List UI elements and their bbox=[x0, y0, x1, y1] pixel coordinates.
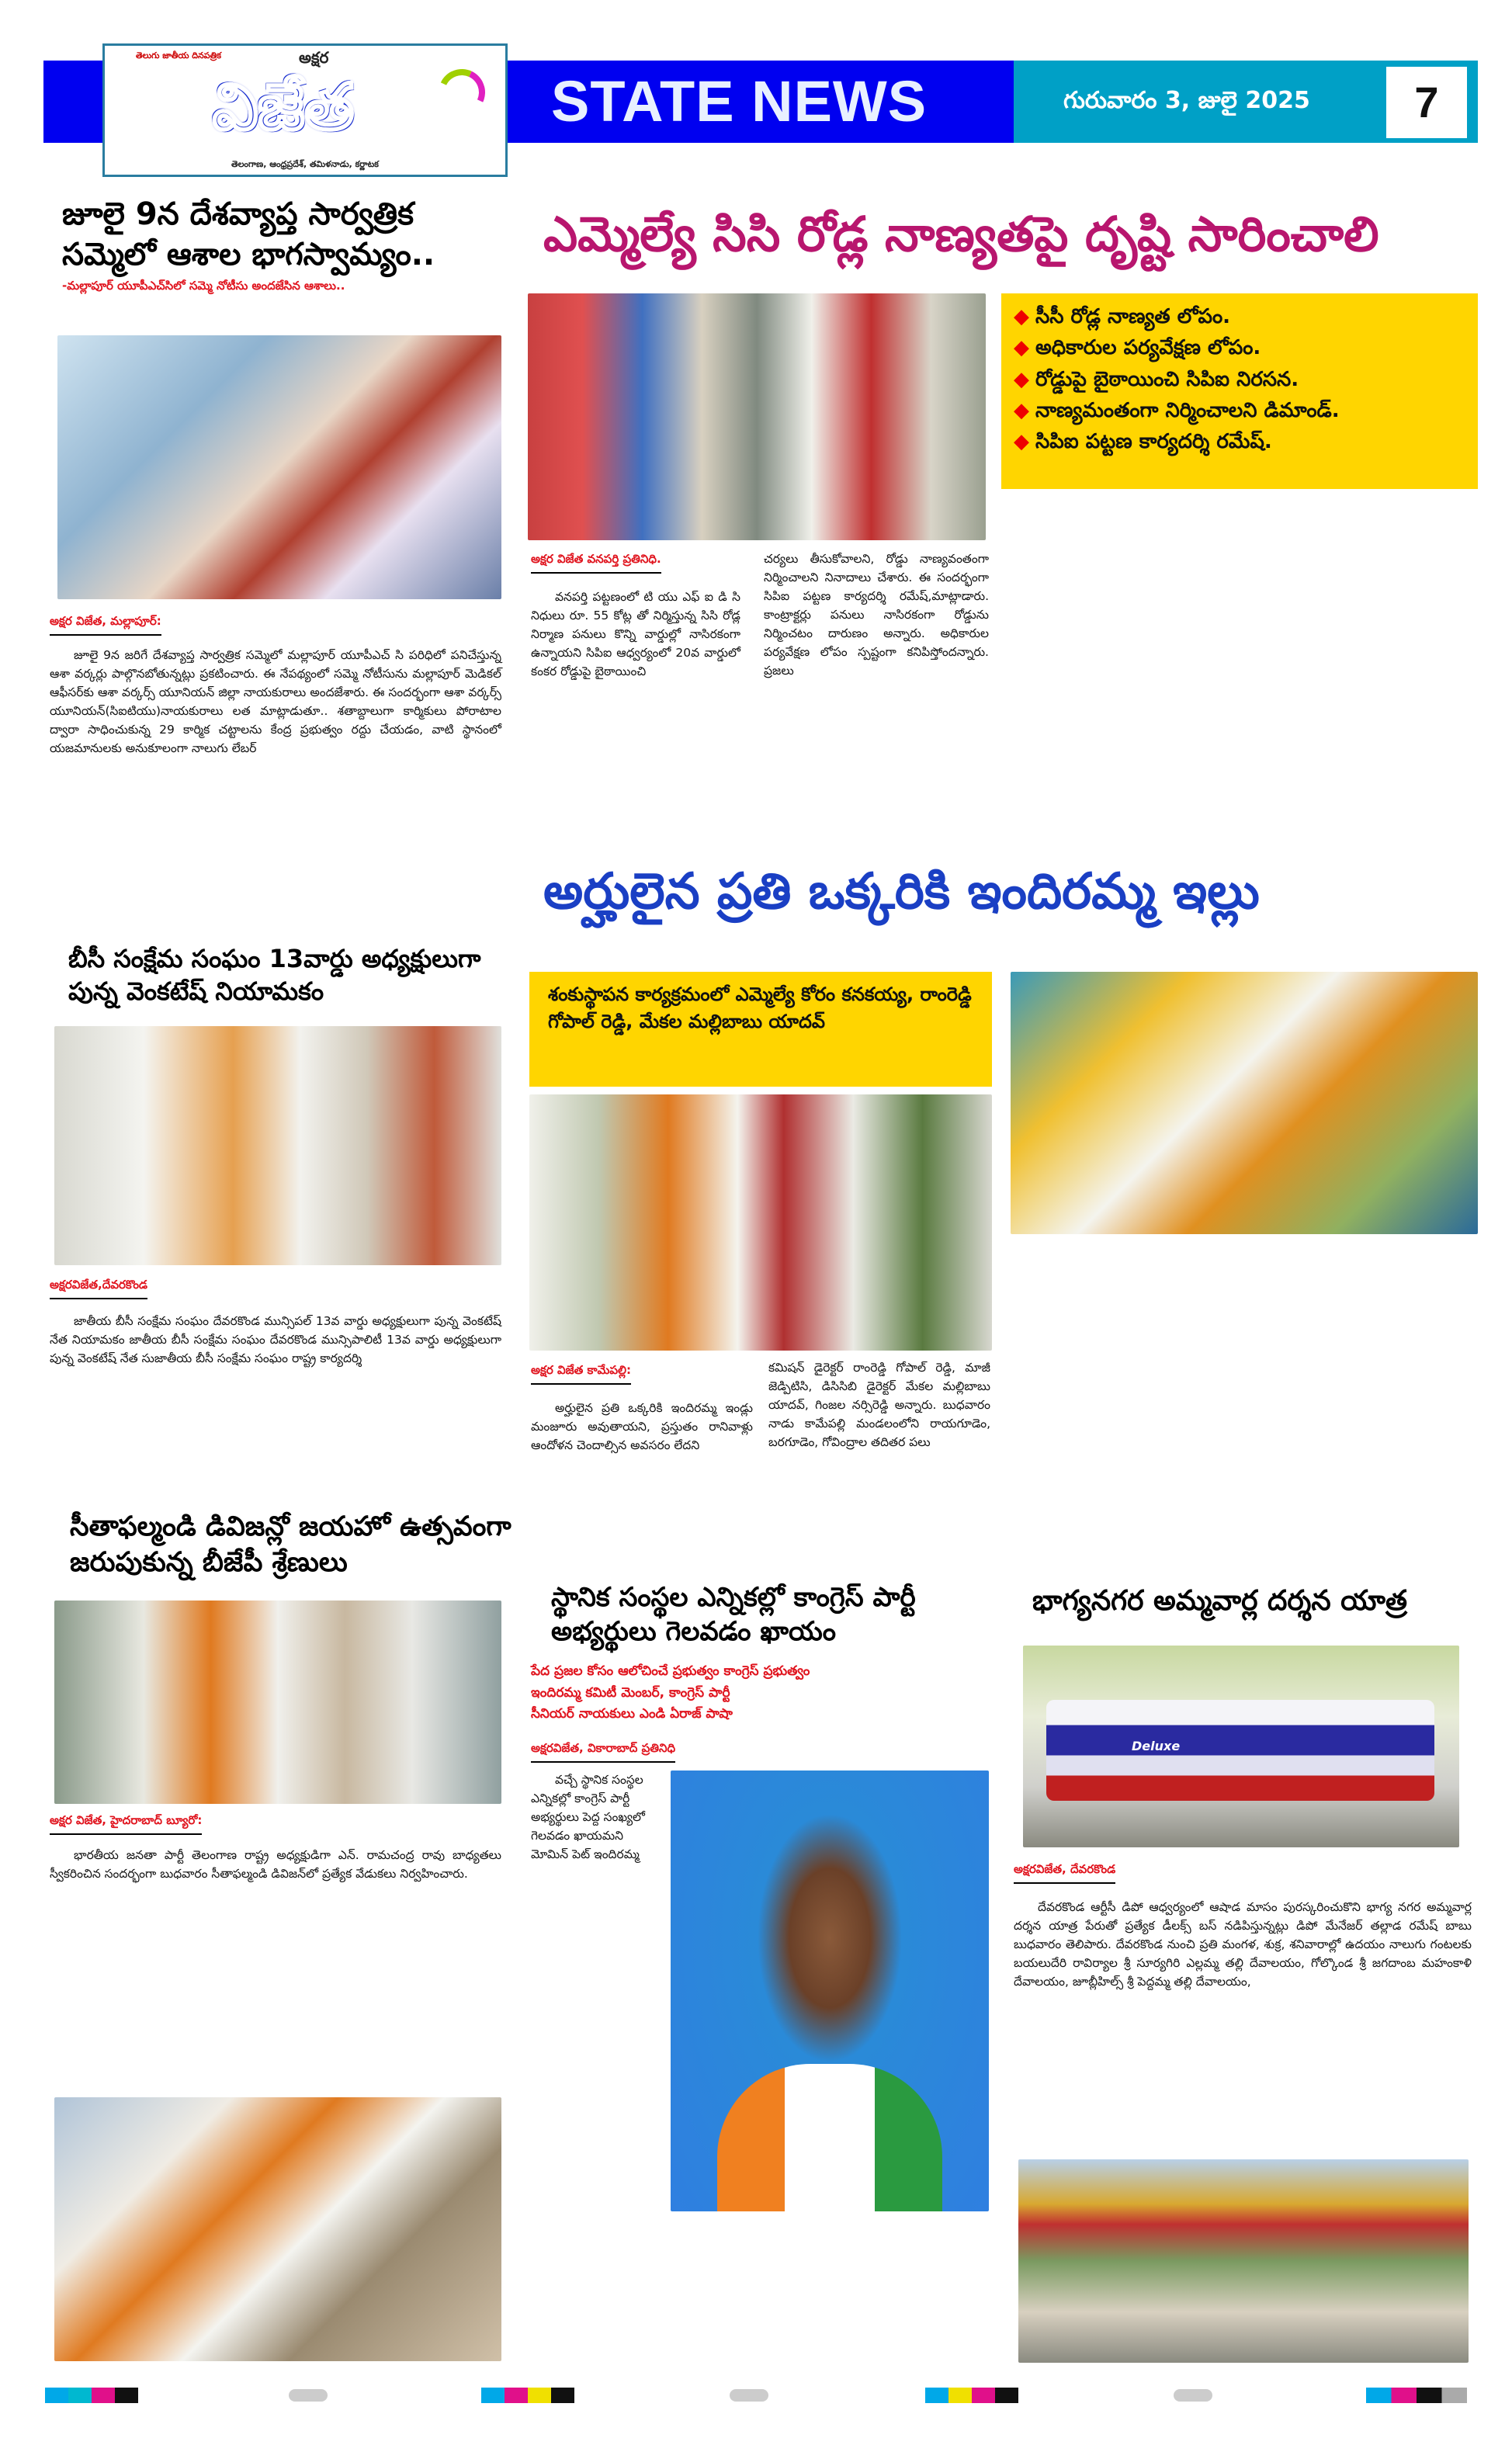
registration-mark bbox=[730, 2389, 768, 2402]
bus-label: Deluxe bbox=[1132, 1739, 1181, 1753]
congress-subhead: పేద ప్రజల కోసం ఆలోచించే ప్రభుత్వం కాంగ్రెస్ ప్రభుత్వం bbox=[531, 1663, 810, 1680]
indiramma-box: శంకుస్థాపన కార్యక్రమంలో ఎమ్మెల్యే కోరం కనకయ్య, రాంరెడ్డి గోపాల్ రెడ్డి, మేకల మల్లిబాబు యాదవ్ bbox=[529, 972, 992, 1087]
logo-tagline: తెలుగు జాతీయ దినపత్రిక bbox=[136, 50, 221, 61]
cpi-protest-photo bbox=[528, 293, 986, 540]
asha-subhead: -మల్లాపూర్ యూపీఎచ్‌సిలో సమ్మె నోటీసు అందజేసిన ఆశాలు.. bbox=[62, 279, 345, 293]
bjp-celebration-photo bbox=[54, 1601, 501, 1804]
indiramma-dateline-wrap bbox=[531, 1362, 753, 1385]
congress-headline: స్థానిక సంస్థల ఎన్నికల్లో కాంగ్రెస్ పార్టీ అభ్యర్థులు గెలవడం ఖాయం bbox=[551, 1582, 916, 1648]
deluxe-bus-photo bbox=[1023, 1646, 1459, 1847]
registration-mark bbox=[289, 2389, 328, 2402]
diamond-bullet-icon: ◆ bbox=[1014, 367, 1029, 391]
diamond-bullet-icon: ◆ bbox=[1014, 305, 1029, 328]
cc-col1 bbox=[531, 551, 740, 681]
indiramma-dateline: అక్షర విజేత కామేపల్లి: bbox=[531, 1363, 631, 1385]
highlight-text: అధికారుల పర్యవేక్షణ లోపం. bbox=[1035, 336, 1261, 360]
highlight-text: సిపిఐ పట్టణ కార్యదర్శి రమేష్. bbox=[1035, 430, 1272, 454]
issue-date: గురువారం 3, జులై 2025 bbox=[1063, 87, 1310, 114]
highlight-text: సీసీ రోడ్ల నాణ్యత లోపం. bbox=[1035, 305, 1231, 328]
yatra-body: దేవరకొండ ఆర్టీసీ డిపో ఆధ్వర్యంలో ఆషాడ మాసం పురస్కరించుకొని భాగ్య నగర అమ్మవార్ల దర్శన యాత్ర పేరుతో ప్రత్యేక డీలక్స్ బస్ నడిపిస్తున్నట్లు డిపో మేనేజర్ తల్లాడ రమేష్ బాబు బుధవారం తెలిపారు. దేవరకొండ నుంచి ప్రతి మంగళ, శుక్ర, శనివారాల్లో ఉదయం నాలుగు గంటలకు బయలుదేరి రావిర్యాల శ్రీ సూర్యగిరి ఎల్లమ్మ తల్లి దేవాలయం, గోల్కొండ శ్రీ జగదాంబ మహంకాళి దేవాలయం, జూబ్లీహిల్స్ శ్రీ పెద్దమ్మ తల్లి దేవాలయం, bbox=[1014, 1900, 1472, 1989]
bjp-body: భారతీయ జనతా పార్టీ తెలంగాణ రాష్ట్ర అధ్యక్షుడిగా ఎన్. రామచంద్ర రావు బాధ్యతలు స్వీకరించిన సందర్భంగా బుధవారం సీతాఫల్మండి డివిజన్‌లో ప్రత్యేక వేడుకలు నిర్వహించారు. bbox=[50, 1848, 501, 1881]
foundation-ceremony-photo bbox=[529, 1094, 992, 1351]
congress-subhead: సీనియర్ నాయకులు ఎండి ఏరాజ్ పాషా bbox=[531, 1705, 733, 1722]
asha-headline: జూలై 9న దేశవ్యాప్త సార్వత్రిక సమ్మెలో ఆశాల భాగస్వామ్యం.. bbox=[62, 196, 435, 272]
yatra-dateline-wrap bbox=[1014, 1861, 1472, 1884]
yatra-headline: భాగ్యనగర అమ్మవార్ల దర్శన యాత్ర bbox=[1032, 1585, 1408, 1617]
congress-body: వచ్చే స్థానిక సంస్థల ఎన్నికల్లో కాంగ్రెస్ పార్టీ అభ్యర్థులు పెద్ద సంఖ్యలో గెలవడం ఖాయమని మోమిన్ పెట్ ఇందిరమ్మ bbox=[531, 1772, 645, 1861]
page-number: 7 bbox=[1386, 67, 1467, 138]
flower-shower-photo bbox=[1011, 972, 1478, 1234]
color-registration-bar bbox=[481, 2388, 574, 2403]
diamond-bullet-icon: ◆ bbox=[1014, 336, 1029, 360]
highlight-item bbox=[1014, 426, 1465, 457]
congress-subheads bbox=[531, 1661, 997, 1725]
diamond-bullet-icon: ◆ bbox=[1014, 398, 1029, 422]
cc-body-col2: చర్యలు తీసుకోవాలని, రోడ్డు నాణ్యవంతంగా నిర్మించాలని నినాదాలు చేశారు. ఈ సందర్భంగా సిపిఐ పట్టణ కార్యదర్శి రమేష్,మాట్లాడారు. కాంట్రాక్టర్లు పనులు నాసిరకంగా రోడ్డును నిర్మించటం దారుణం అన్నారు. అధికారుల పర్యవేక్షణ లోపం స్పష్టంగా కనిపిస్తోందన్నారు. ప్రజలు bbox=[764, 552, 989, 678]
asha-workers-photo bbox=[57, 335, 501, 599]
bjp-headline: సీతాఫల్మండి డివిజన్లో జయహో ఉత్సవంగా జరుపుకున్న బీజేపీ శ్రేణులు bbox=[70, 1511, 512, 1578]
leader-portrait-photo bbox=[671, 1771, 989, 2211]
asha-body: జూలై 9న జరిగే దేశవ్యాప్త సార్వత్రిక సమ్మెలో మల్లాపూర్ యూపీఎచ్ సి పరిధిలో పనిచేస్తున్న ఆశా వర్కర్లు పాల్గొనబోతున్నట్లు ప్రకటించారు. ఈ నేపథ్యంలో సమ్మె నోటీసును మల్లాపూర్ మెడికల్ ఆఫీసర్‌కు ఆశా వర్కర్స్ యూనియన్ జిల్లా నాయకురాలు అందజేశారు. ఈ సందర్భంగా ఆశా వర్కర్స్ యూనియన్(సిఐటియు)నాయకురాలు లత మాట్లాడుతూ.. శతాబ్దాలుగా కార్మికులు పోరాటాల ద్వారా సాధించుకున్న 29 కార్మిక చట్టాలను కేంద్ర ప్రభుత్వం రద్దు చేయడం, వాటి స్థానంలో యజమానులకు అనుకూలంగా నాలుగు లేబర్ bbox=[50, 648, 501, 756]
highlight-item bbox=[1014, 364, 1465, 395]
congress-scarf bbox=[717, 2064, 942, 2211]
highlight-text: రోడ్డుపై బైఠాయించి సిపిఐ నిరసన. bbox=[1035, 367, 1299, 391]
bjp-dateline: అక్షర విజేత, హైదరాబాద్ బ్యూరో: bbox=[50, 1813, 202, 1835]
yatra-text-block bbox=[1014, 1861, 1472, 1991]
bjp-dateline-wrap bbox=[50, 1812, 202, 1835]
yatra-dateline: అక్షరవిజేత, దేవరకొండ bbox=[1014, 1862, 1115, 1884]
bjp-street-photo bbox=[54, 2097, 501, 2361]
color-registration-bar bbox=[925, 2388, 1018, 2403]
logo-name: విజేత bbox=[212, 71, 355, 144]
bc-appointment-photo bbox=[54, 1026, 501, 1265]
cc-roads-highlights bbox=[1001, 293, 1478, 489]
cc-dateline: అక్షర విజేత వనపర్తి ప్రతినిధి. bbox=[531, 552, 661, 574]
indiramma-body-col2: కమిషన్ డైరెక్టర్ రాంరెడ్డి గోపాల్ రెడ్డి, మాజీ జెడ్పిటిసి, డిసిసిబి డైరెక్టర్ మేకల మల్లిబాబు యాదవ్, గింజల నర్సిరెడ్డి అన్నారు. బుధవారం నాడు కామేపల్లి మండలంలోని రాయగూడెం, బరగూడెం, గోవింద్రాల తదితర పలు bbox=[768, 1361, 990, 1450]
registration-mark bbox=[1174, 2389, 1212, 2402]
asha-heading-block bbox=[62, 194, 508, 294]
newspaper-logo bbox=[102, 43, 508, 177]
highlight-item bbox=[1014, 332, 1465, 363]
indiramma-col1 bbox=[531, 1362, 753, 1455]
highlight-item bbox=[1014, 395, 1465, 426]
temple-gate-photo bbox=[1018, 2159, 1469, 2363]
highlight-item bbox=[1014, 301, 1465, 332]
cc-body-col1: వనపర్తి పట్టణంలో టి యు ఎఫ్ ఐ డి సి నిధులు రూ. 55 కోట్ల తో నిర్మిస్తున్న సిసి రోడ్ల నిర్మాణ పనులు కొన్ని వార్డుల్లో నాసిరకంగా ఉన్నాయని సిపిఐ ఆధ్వర్యంలో 20వ వార్డులో కంకర రోడ్డుపై బైఠాయించి bbox=[531, 590, 740, 679]
cc-dateline-wrap bbox=[531, 551, 740, 574]
diamond-bullet-icon: ◆ bbox=[1014, 430, 1029, 454]
congress-dateline-wrap bbox=[531, 1740, 997, 1763]
logo-prefix: అక్షర bbox=[299, 48, 329, 67]
cc-roads-headline: ఎమ్మెల్యే సిసి రోడ్ల నాణ్యతపై దృష్టి సారించాలి bbox=[543, 206, 1379, 262]
asha-dateline: అక్షర విజేత, మల్లాపూర్: bbox=[50, 614, 161, 636]
bc-body: జాతీయ బీసీ సంక్షేమ సంఘం దేవరకొండ మున్సిపల్ 13వ వార్డు అధ్యక్షులుగా పున్న వెంకటేష్ నేత నియామకం జాతీయ బీసీ సంక్షేమ సంఘం దేవరకొండ మున్సిపాలిటీ 13వ వార్డు అధ్యక్షులుగా పున్న వెంకటేష్ నేత సుజాతీయ బీసీ సంక్షేమ సంఘం రాష్ట్ర కార్యదర్శి bbox=[50, 1314, 501, 1366]
asha-dateline-wrap bbox=[50, 613, 161, 636]
indiramma-headline: అర్హులైన ప్రతి ఒక్కరికి ఇందిరమ్మ ఇల్లు bbox=[543, 863, 1260, 921]
bus-body bbox=[1046, 1700, 1434, 1801]
color-registration-bar bbox=[45, 2388, 138, 2403]
bc-headline: బీసీ సంక్షేమ సంఘం 13వార్డు అధ్యక్షులుగా పున్న వెంకటేష్ నియామకం bbox=[68, 944, 481, 1006]
highlight-text: నాణ్యమంతంగా నిర్మించాలని డిమాండ్. bbox=[1035, 398, 1340, 422]
indiramma-body-col1: అర్హులైన ప్రతి ఒక్కరికి ఇందిరమ్మ ఇండ్లు మంజూరు అవుతాయని, ప్రస్తుతం రానివాళ్లు ఆందోళన చెందాల్సిన అవసరం లేదని bbox=[531, 1401, 753, 1453]
congress-dateline: అక్షరవిజేత, వికారాబాద్ ప్రతినిధి bbox=[531, 1741, 675, 1763]
logo-states: తెలంగాణ, ఆంధ్రప్రదేశ్, తమిళనాడు, కర్ణాటక bbox=[231, 159, 379, 169]
congress-block bbox=[531, 1580, 997, 2211]
color-registration-bar bbox=[1366, 2388, 1467, 2403]
congress-subhead: ఇందిరమ్మ కమిటీ మెంబర్, కాంగ్రెస్ పార్టీ bbox=[531, 1684, 730, 1701]
bc-dateline: అక్షరవిజేత,దేవరకొండ bbox=[50, 1278, 147, 1299]
section-title: STATE NEWS bbox=[551, 69, 928, 134]
bc-dateline-wrap bbox=[50, 1277, 147, 1299]
congress-content-row bbox=[531, 1771, 997, 2211]
